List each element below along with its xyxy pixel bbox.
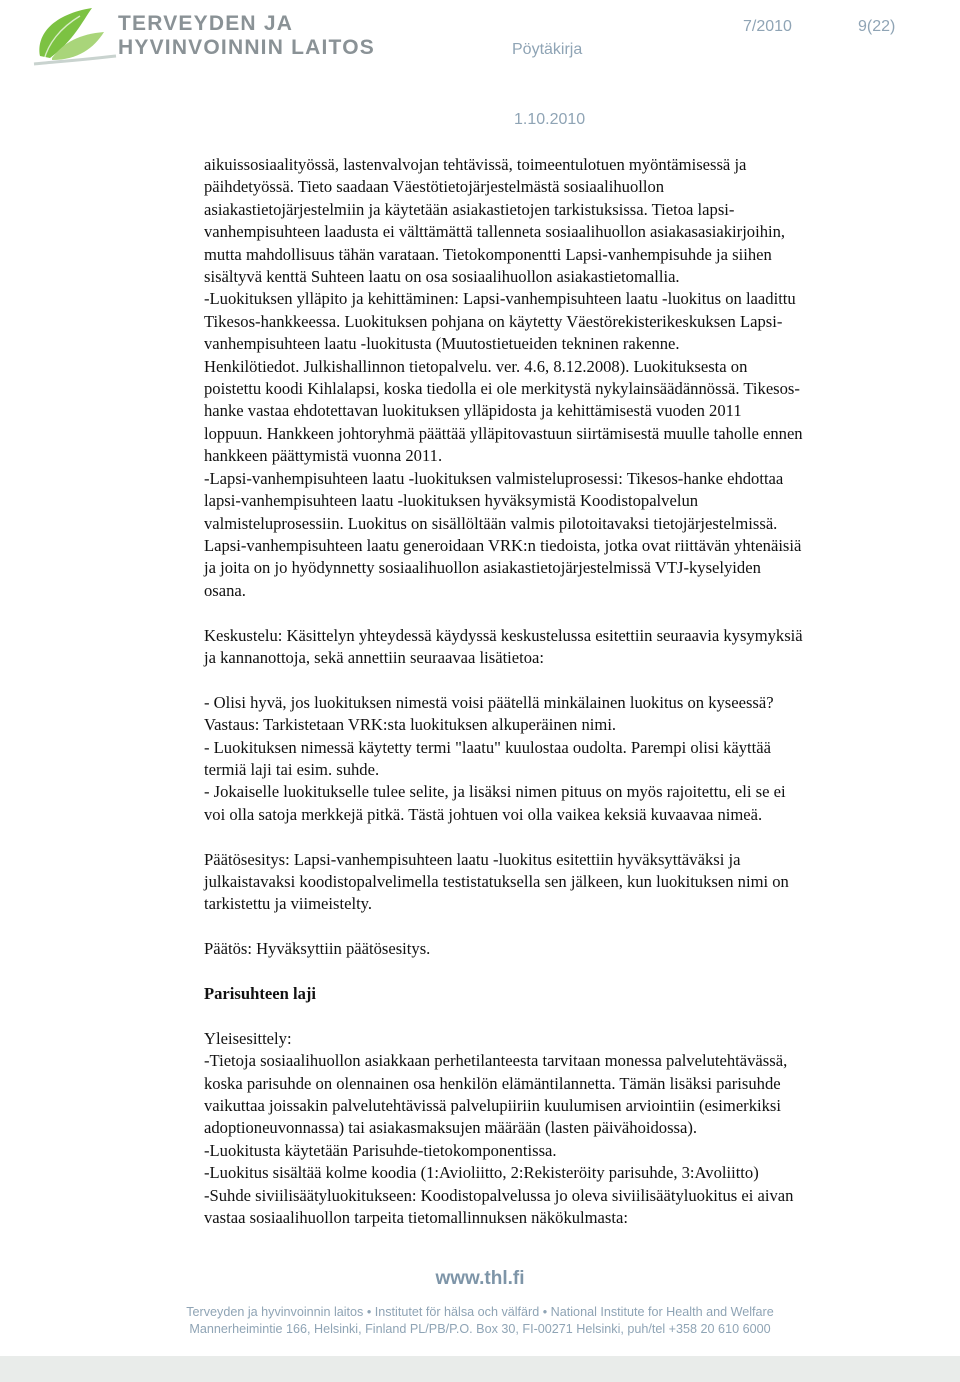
paragraph-decision: Päätös: Hyväksyttiin päätösesitys.: [204, 939, 431, 959]
paragraph-gap: [204, 1005, 924, 1027]
text-line: termiä laji tai esim. suhde.: [204, 759, 380, 779]
text-line: -Tietoja sosiaalihuollon asiakkaan perhetilanteesta tarvitaan monessa palvelutehtävässä,: [204, 1051, 788, 1071]
text-line: vanhempisuhteen laadusta ei välttämättä tallenneta sosiaalihuollon asiakasasiakirjoihin,: [204, 222, 786, 242]
document-number: 7/2010: [743, 18, 792, 35]
text-line: osana.: [204, 580, 246, 600]
text-line: - Jokaiselle luokitukselle tulee selite, ja lisäksi nimen pituus on myös rajoitettu, eli se ei: [204, 782, 786, 802]
page-header: [0, 0, 960, 140]
paragraph-gap: [204, 826, 924, 848]
text-line: aikuissosiaalityössä, lastenvalvojan tehtävissä, toimeentulotuen myöntämisessä ja: [204, 155, 747, 174]
page-footer: [0, 1268, 960, 1338]
paragraph-gap: [204, 916, 924, 938]
thl-leaf-icon: [30, 4, 120, 70]
org-name-line1: TERVEYDEN JA: [118, 12, 294, 35]
text-line: Henkilötiedot. Julkishallinnon tietopalvelu. ver. 4.6, 8.12.2008). Luokituksesta on: [204, 356, 748, 376]
paragraph-overview: [204, 1028, 924, 1230]
text-line: vaikuttaa joissakin palvelutehtävissä palvelupiiriin kuulumisen arviointiin (esimerkiksi: [204, 1095, 781, 1115]
text-line: poistettu koodi Kihlalapsi, koska tiedolla ei ole merkitystä nykylainsäädännössä. Tikesos-: [204, 379, 800, 399]
page-number: 9(22): [858, 18, 896, 35]
text-line: hanke vastaa ehdotettavan luokituksen ylläpidosta ja kehittämisestä vuoden 2011: [204, 401, 742, 421]
text-line: -Luokitus sisältää kolme koodia (1:Avioliitto, 2:Rekisteröity parisuhde, 3:Avoliitto): [204, 1163, 759, 1183]
text-line: sisältyvä kenttä Suhteen laatu on osa sosiaalihuollon asiakastietomallia.: [204, 267, 680, 287]
text-line: julkaistavaksi koodistopalvelimella testistatuksella sen jälkeen, kun luokituksen nimi on: [204, 871, 789, 891]
organization-name: [118, 12, 375, 60]
text-line: Lapsi-vanhempisuhteen laatu generoidaan VRK:n tiedoista, jotka ovat riittävän yhtenäisiä: [204, 535, 802, 555]
paragraph-gap: [204, 961, 924, 983]
text-line: -Luokitusta käytetään Parisuhde-tietokomponentissa.: [204, 1140, 557, 1160]
text-line: loppuun. Hankkeen johtoryhmä päättää ylläpitovastuun siirtämisestä muulle taholle ennen: [204, 423, 803, 443]
text-line: -Luokituksen ylläpito ja kehittäminen: Lapsi-vanhempisuhteen laatu -luokitus on laadittu: [204, 289, 796, 309]
text-line: ja kannanottoja, sekä annettiin seuraavaa lisätietoa:: [204, 647, 545, 667]
org-name-line2: HYVINVOINNIN LAITOS: [118, 36, 375, 59]
text-line: -Suhde siviilisäätyluokitukseen: Koodistopalvelussa jo oleva siviilisäätyluokitus ei aivan: [204, 1185, 794, 1205]
website-url: www.thl.fi: [435, 1268, 525, 1289]
text-line: tarkistettu ja viimeistelty.: [204, 894, 373, 914]
text-line: vastaa sosiaalihuollon tarpeita tietomallinnuksen näkökulmasta:: [204, 1208, 628, 1227]
bottom-bar: [0, 1356, 960, 1382]
text-line: - Olisi hyvä, jos luokituksen nimestä voisi päätellä minkälainen luokitus on kyseessä?: [204, 692, 774, 712]
text-line: -Lapsi-vanhempisuhteen laatu -luokituksen valmisteluprosessi: Tikesos-hanke ehdottaa: [204, 468, 784, 488]
text-line: Keskustelu: Käsittelyn yhteydessä käydyssä keskustelussa esitettiin seuraavia kysymyksiä: [204, 625, 803, 645]
document-type: Pöytäkirja: [512, 41, 583, 58]
text-line: Päätösesitys: Lapsi-vanhempisuhteen laatu -luokitus esitettiin hyväksyttäväksi ja: [204, 849, 741, 869]
text-line: Yleisesittely:: [204, 1028, 292, 1048]
paragraph-classification-maintenance: [204, 154, 924, 602]
text-line: valmisteluprosessiin. Luokitus on sisällöltään valmis pilotoitavaksi tietojärjestelmissä.: [204, 513, 778, 533]
section-heading: Parisuhteen laji: [204, 983, 316, 1003]
text-line: Tikesos-hankkeessa. Luokituksen pohjana on käytetty Väestörekisterikeskuksen Lapsi-: [204, 311, 783, 331]
paragraph-questions: [204, 692, 924, 826]
text-line: adoptioneuvonnassa) tai asiakasmaksujen määrään (lasten päivähoidossa).: [204, 1118, 698, 1138]
text-line: voi olla satoja merkkejä pitkä. Tästä johtuen voi olla vaikea keksiä kuvaavaa nimeä.: [204, 804, 763, 824]
footer-address-line: Mannerheimintie 166, Helsinki, Finland PL/PB/P.O. Box 30, FI-00271 Helsinki, puh/tel +358 20 610 6000: [189, 1322, 771, 1336]
text-line: lapsi-vanhempisuhteen laatu -luokituksen hyväksymistä Koodistopalvelun: [204, 491, 699, 511]
paragraph-proposal: [204, 849, 924, 916]
paragraph-discussion: [204, 625, 924, 670]
text-line: koska parisuhde on olennainen osa henkilön elämäntilannetta. Tämän lisäksi parisuhde: [204, 1073, 781, 1093]
text-line: Vastaus: Tarkistetaan VRK:sta luokituksen alkuperäinen nimi.: [204, 715, 617, 735]
text-line: asiakastietojärjestelmiin ja käytetään asiakastietojen tarkistuksissa. Tietoa lapsi-: [204, 199, 735, 219]
text-line: mutta mahdollisuus tähän varataan. Tietokomponentti Lapsi-vanhempisuhde ja siihen: [204, 244, 772, 264]
text-line: hankkeen päättymistä vuonna 2011.: [204, 446, 443, 466]
text-line: ja joita on jo hyödynnetty sosiaalihuollon asiakastietojärjestelmissä VTJ-kyselyiden: [204, 558, 761, 578]
paragraph-gap: [204, 669, 924, 691]
footer-institute-line: Terveyden ja hyvinvoinnin laitos • Institutet för hälsa och välfärd • National Institute for Health and Welfare: [186, 1305, 774, 1319]
document-date: 1.10.2010: [514, 111, 586, 128]
text-line: - Luokituksen nimessä käytetty termi "laatu" kuulostaa oudolta. Parempi olisi käyttää: [204, 737, 772, 757]
text-line: vanhempisuhteen laatu -luokitusta (Muutostietueiden tekninen rakenne.: [204, 334, 680, 354]
text-line: päihdetyössä. Tieto saadaan Väestötietojärjestelmästä sosiaalihuollon: [204, 177, 665, 197]
document-body: [204, 154, 924, 1229]
paragraph-gap: [204, 602, 924, 624]
